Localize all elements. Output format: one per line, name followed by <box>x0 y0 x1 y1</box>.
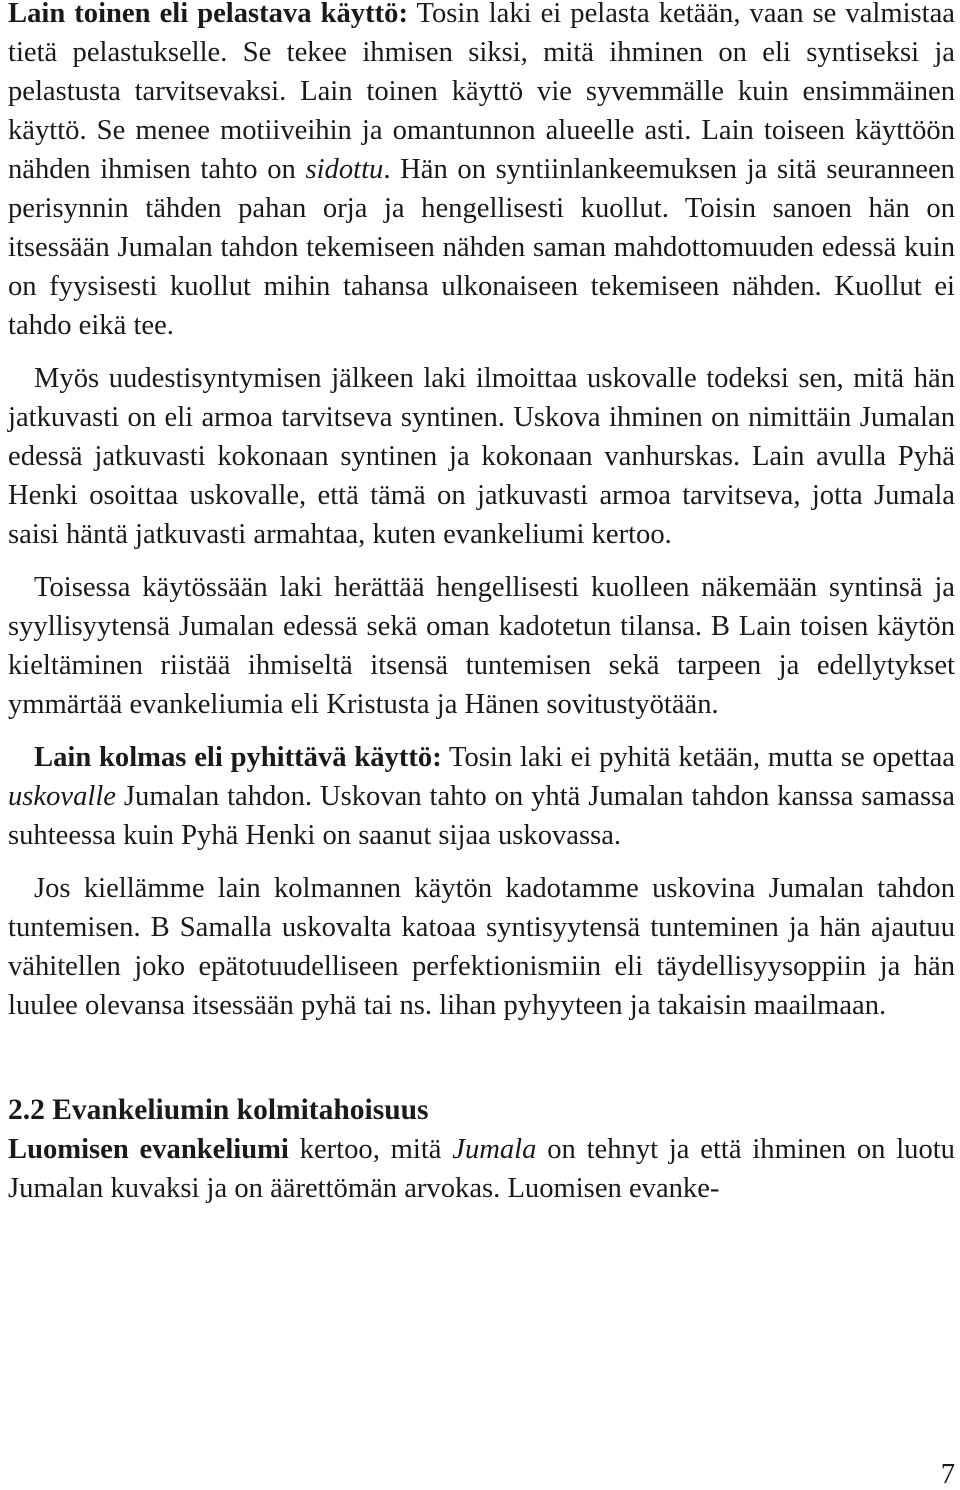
paragraph-lead: Lain kolmas eli pyhittävä käyttö: <box>34 742 442 773</box>
section-heading: 2.2 Evankeliumin kolmitahoisuus <box>8 1094 429 1126</box>
page-number: 7 <box>940 1459 955 1490</box>
emphasis: Jumala <box>452 1134 537 1165</box>
paragraph-lead: Luomisen evankeliumi <box>8 1134 289 1165</box>
paragraph-law-third-use <box>8 738 955 855</box>
paragraph-creation-gospel <box>8 1130 955 1208</box>
emphasis: sidottu <box>305 154 384 185</box>
paragraph-second-use-effect: Toisessa käytössään laki herättää hengellisesti kuolleen näkemään syntinsä ja syyllisyytensä Jumalan edessä sekä oman kadotetun tilansa. B Lain toisen käytön kieltäminen riistää ihmiseltä itsensä tuntemisen sekä tarpeen ja edellytykset ymmärtää evankeliumia eli Kristusta ja Hänen sovitustyötään. <box>8 572 955 720</box>
text-run: kertoo, mitä <box>288 1134 453 1165</box>
document-page <box>8 0 955 1489</box>
text-run: . Hän on syntiinlankeemuksen ja sitä seuranneen perisynnin tähden pahan orja ja hengellisesti kuollut. Toisin sanoen hän on itsessään Jumalan tahdon tekemiseen nähden saman mahdottomuuden edessä kuin on fyysisesti kuollut mihin tahansa ulkonaiseen tekemiseen nähden. Kuollut ei tahdo eikä tee. <box>8 154 955 341</box>
paragraph-lead: Lain toinen eli pelastava käyttö: <box>8 0 408 29</box>
text-run: Jumalan tahdon. Uskovan tahto on yhtä Jumalan tahdon kanssa samassa suhteessa kuin Pyhä Henki on saanut sijaa uskovassa. <box>8 781 955 851</box>
emphasis: uskovalle <box>8 781 116 812</box>
text-run: Tosin laki ei pelasta ketään, vaan se valmistaa tietä pelastukselle. Se tekee ihmisen siksi, mitä ihminen on eli syntiseksi ja pelastusta tarvitsevaksi. Lain toinen käyttö vie syvemmälle kuin ensimmäinen käyttö. Se menee motiiveihin ja omantunnon alueelle asti. Lain toiseen käyttöön nähden ihmisen tahto on <box>8 0 955 185</box>
paragraph-law-second-use <box>8 0 955 345</box>
paragraph-after-rebirth: Myös uudestisyntymisen jälkeen laki ilmoittaa uskovalle todeksi sen, mitä hän jatkuvasti on eli armoa tarvitseva syntinen. Uskova ihminen on nimittäin Jumalan edessä jatkuvasti kokonaan syntinen ja kokonaan vanhurskas. Lain avulla Pyhä Henki osoittaa uskovalle, että tämä on jatkuvasti armoa tarvitseva, jotta Jumala saisi häntä jatkuvasti armahtaa, kuten evankeliumi kertoo. <box>8 363 955 550</box>
text-run: Tosin laki ei pyhitä ketään, mutta se opettaa <box>441 742 955 773</box>
text-run: on tehnyt ja että ihminen on luotu Jumalan kuvaksi ja on äärettömän arvokas. Luomisen evanke- <box>8 1134 955 1204</box>
paragraph-third-use-denial: Jos kiellämme lain kolmannen käytön kadotamme uskovina Jumalan tahdon tuntemisen. B Samalla uskovalta katoaa syntisyytensä tunteminen ja hän ajautuu vähitellen joko epätotuudelliseen perfektionismiin eli täydellisyysoppiin ja hän luulee olevansa itsessään pyhä tai ns. lihan pyhyyteen ja takaisin maailmaan. <box>8 873 955 1021</box>
